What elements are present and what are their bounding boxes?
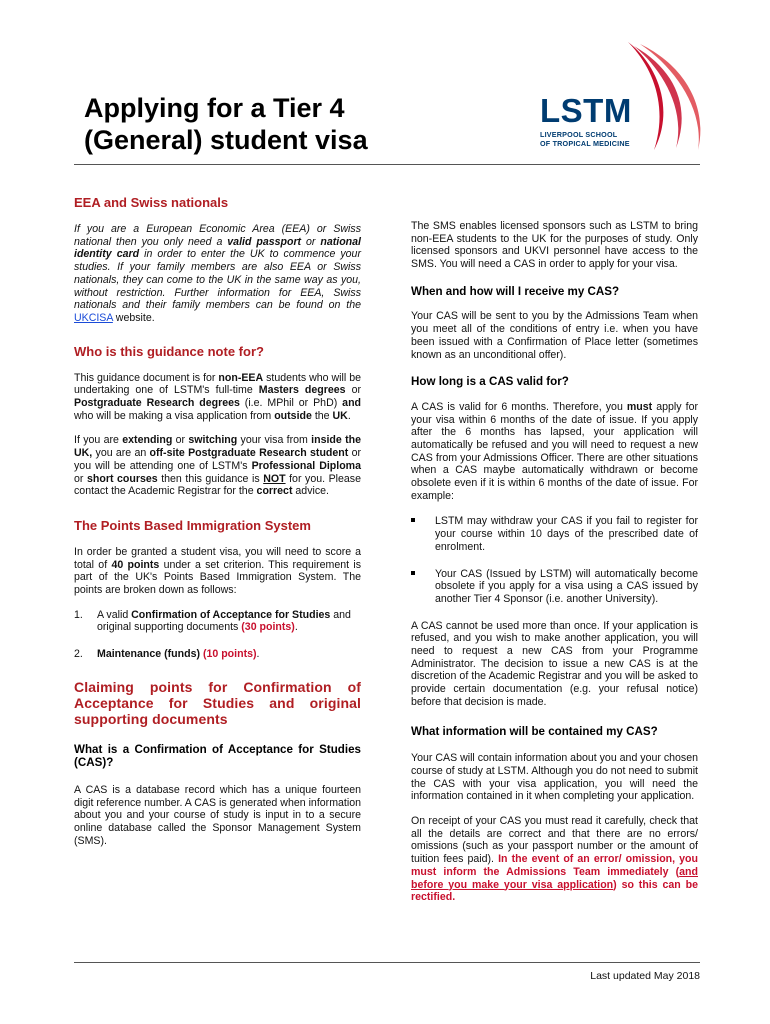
text: .: [294, 621, 298, 634]
cas-reuse-paragraph: A CAS cannot be used more than once. If your application is refused, and you wish to make another application, you will need to request a new CAS from your Programme Administrator. The decision to issue a new CAS is at the discretion of the Academic Registrar and you will be asked to provide certain documentation (e.g. your refusal notice) before that decision is made.: [411, 619, 698, 708]
text: Your CAS (Issued by LSTM) will automatically become obsolete if you apply for a visa using a CAS issued by another Tier 4 Sponsor (i.e. another University).: [435, 567, 698, 605]
text: who will be making a visa application from: [74, 409, 275, 422]
bullet-square-icon: [411, 571, 415, 575]
text: the: [311, 409, 333, 422]
who-paragraph-1: [74, 372, 361, 423]
text: you are an: [92, 447, 150, 460]
text: under a set criterion. This requirement is part of the UK's Points Based Immigration System. The points are broken down as follows:: [74, 558, 361, 597]
list-item: [411, 515, 698, 553]
right-column: [411, 220, 698, 904]
subheading-what-is-cas: What is a Confirmation of Acceptance for Studies (CAS)?: [74, 742, 361, 770]
text-bold: 40 points: [111, 558, 160, 571]
logo-subtitle-line2: OF TROPICAL MEDICINE: [540, 139, 630, 148]
subheading-cas-valid: How long is a CAS valid for?: [411, 375, 569, 389]
logo-subtitle-line1: LIVERPOOL SCHOOL: [540, 130, 618, 139]
text-bold: national identity card: [74, 235, 361, 261]
text: This guidance document is for: [74, 371, 219, 384]
page-title-line2: (General) student visa: [84, 125, 368, 155]
list-number: 2.: [74, 648, 83, 661]
cas-withdrawal-list: [411, 515, 698, 605]
text-bold: non-EEA: [218, 371, 264, 384]
list-number: 1.: [74, 608, 83, 621]
when-paragraph: Your CAS will be sent to you by the Admissions Team when you meet all of the conditions of entry i.e. when you have been issued with a Confirmation of Place letter (sometimes known as an unconditional offer).: [411, 310, 698, 361]
text-bold: UK: [332, 409, 348, 422]
text-bold: outside: [274, 409, 312, 422]
text-bold: Professional Diploma: [251, 459, 361, 472]
text: for you. Please contact the Academic Registrar for the: [74, 472, 361, 498]
warning-text-underlined: and before you make your visa application: [411, 865, 698, 891]
text-bold: inside the UK,: [74, 434, 361, 460]
heading-points-system: The Points Based Immigration System: [74, 517, 311, 533]
text: or: [301, 235, 321, 248]
list-item: [411, 568, 698, 606]
text: (i.e. MPhil or PhD): [239, 397, 343, 410]
text: website.: [112, 311, 155, 324]
warning-text: In the event of an error/ omission, you must inform the Admissions Team immediately (: [411, 853, 699, 878]
text-bold: extending: [122, 434, 173, 447]
heading-eea: EEA and Swiss nationals: [74, 195, 229, 210]
logo-acronym: LSTM: [540, 92, 632, 129]
footer-divider: [74, 962, 700, 963]
text: On receipt of your CAS you must read it carefully, check that all the details are correct and that there are no errors/ omissions (such as your passport number or the amount of tuition fees paid).: [411, 814, 698, 866]
page-title-line1: Applying for a Tier 4: [84, 93, 345, 123]
text: A valid: [97, 608, 132, 621]
text: In order be granted a student visa, you will need to score a total of: [74, 545, 361, 571]
heading-claiming-points: Claiming points for Confirmation of Acceptance for Studies and original supporting documents: [74, 678, 361, 727]
text-bold: valid passport: [227, 235, 302, 248]
points-list: [74, 609, 361, 661]
text-bold: correct: [256, 485, 293, 498]
subheading-cas-information: What information will be contained my CAS?: [411, 724, 658, 738]
title-divider: [74, 164, 700, 165]
page-title: [84, 92, 484, 156]
ukcisa-link[interactable]: UKCISA: [74, 311, 113, 324]
text: or: [345, 384, 362, 397]
sms-paragraph: The SMS enables licensed sponsors such as LSTM to bring non-EEA students to the UK for the purposes of study. Only licensed sponsors and UKVI personnel have access to the SMS. You will need a CAS in order to apply for your visa.: [411, 220, 698, 271]
cas-definition-paragraph: A CAS is a database record which has a unique fourteen digit reference number. A CAS is generated when information about you and your course of study is input in to a secure online database called the Sponsor Management System (SMS).: [74, 784, 361, 847]
text: then this guidance is: [157, 472, 264, 485]
text: or: [74, 472, 87, 485]
text: .: [347, 409, 351, 422]
text: .: [256, 648, 260, 661]
text: advice.: [292, 485, 329, 498]
text: in order to enter the UK to commence your studies. If your family members are also EEA or Swiss nationals, they can come to the UK in the same way as you, without restriction. Further information for EEA, Swiss nationals and their family members can be found on the: [74, 248, 361, 312]
text-bold: switching: [188, 434, 238, 447]
text: If you are a European Economic Area (EEA) or Swiss national then you only need a: [74, 223, 361, 248]
text-bold: must: [626, 400, 653, 413]
text: or you will be attending one of LSTM's: [74, 447, 361, 472]
text-bold: off-site Postgraduate Research student: [149, 447, 349, 460]
text-bold: Maintenance (funds): [97, 648, 200, 661]
text: apply for your visa within 6 months of the date of issue. If you apply after the 6 months has lapsed, your application will automatically be refused and you will need to request a new CAS from your Admissions Officer. There are other situations when a CAS maybe automatically withdrawn or become obsolete even if it is within 6 months of the date of issue. For example:: [411, 400, 698, 502]
text: your visa from: [237, 434, 312, 447]
text-bold: and: [342, 397, 362, 410]
info-paragraph-2: [411, 815, 698, 904]
info-paragraph-1: Your CAS will contain information about you and your chosen course of study at LSTM. Although you do not need to submit the CAS with your visa application, you will need the information contained in it when completing your application.: [411, 752, 698, 803]
subheading-when-receive-cas: When and how will I receive my CAS?: [411, 284, 620, 298]
points-paragraph: [74, 546, 361, 597]
eea-paragraph: [74, 223, 361, 325]
text: A CAS is valid for 6 months. Therefore, you: [411, 400, 627, 413]
bullet-square-icon: [411, 518, 415, 522]
list-item: [74, 609, 361, 634]
who-paragraph-2: [74, 434, 361, 498]
text-bold: short courses: [86, 472, 158, 485]
left-column: [74, 195, 361, 848]
heading-who: Who is this guidance note for?: [74, 343, 264, 359]
text-bold: Postgraduate Research degrees: [74, 397, 240, 410]
last-updated: Last updated May 2018: [590, 970, 700, 982]
text: LSTM may withdraw your CAS if you fail to register for your course within 10 days of the prescribed date of enrolment.: [435, 515, 698, 553]
points-value: (30 points): [241, 621, 295, 634]
text: or: [172, 434, 189, 447]
text-bold: NOT: [263, 472, 286, 485]
warning-text: ) so this can be rectified.: [411, 878, 699, 904]
valid-paragraph: [411, 401, 698, 503]
text: If you are: [74, 434, 123, 447]
text-bold: Masters degrees: [258, 384, 346, 397]
text: students who will be undertaking one of LSTM's full-time: [74, 371, 361, 397]
text: and original supporting documents: [97, 608, 351, 634]
list-item: [74, 648, 361, 661]
points-value: (10 points): [202, 648, 257, 661]
text-bold: Confirmation of Acceptance for Studies: [131, 608, 331, 621]
